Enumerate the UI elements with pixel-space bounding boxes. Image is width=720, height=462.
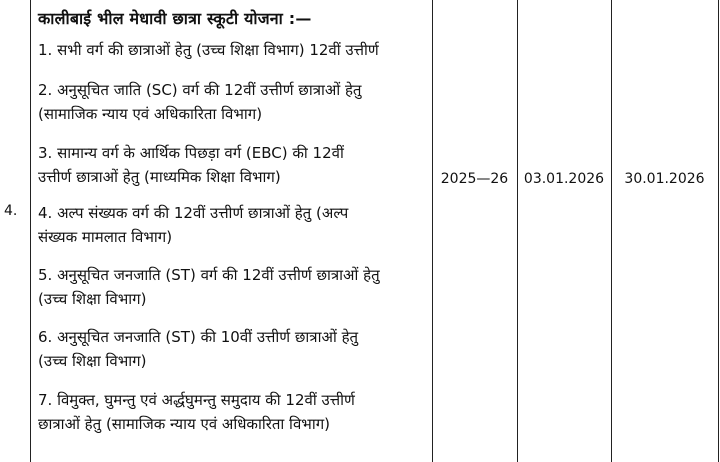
end-date: 30.01.2026 — [624, 171, 705, 187]
start-date: 03.01.2026 — [523, 171, 605, 187]
column-divider — [611, 0, 612, 462]
column-divider — [432, 0, 433, 462]
list-item: 6. अनुसूचित जनजाति (ST) की 10वीं उत्तीर्ण छात्राओं हेतु (उच्च शिक्षा विभाग) — [38, 328, 359, 370]
list-item: 4. अल्प संख्यक वर्ग की 12वीं उत्तीर्ण छात्राओं हेतु (अल्प संख्यक मामलात विभाग) — [38, 204, 349, 246]
column-divider — [30, 0, 31, 462]
scheme-title: कालीबाई भील मेधावी छात्रा स्कूटी योजना :— — [38, 9, 312, 28]
list-item: 3. सामान्य वर्ग के आर्थिक पिछड़ा वर्ग (EBC) की 12वीं उत्तीर्ण छात्राओं हेतु (माध्यमिक शिक्षा विभाग) — [38, 144, 344, 186]
column-divider — [517, 0, 518, 462]
session-year: 2025—26 — [440, 171, 509, 187]
list-item: 7. विमुक्त, घुमन्तु एवं अर्द्धघुमन्तु समुदाय की 12वीं उत्तीर्ण छात्राओं हेतु (सामाजिक न्याय एवं अधिकारिता विभाग) — [38, 391, 355, 433]
serial-number: 4. — [4, 203, 18, 219]
list-item: 2. अनुसूचित जाति (SC) वर्ग की 12वीं उत्तीर्ण छात्राओं हेतु (सामाजिक न्याय एवं अधिकारिता विभाग) — [38, 81, 362, 123]
list-item: 1. सभी वर्ग की छात्राओं हेतु (उच्च शिक्षा विभाग) 12वीं उत्तीर्ण — [38, 41, 379, 59]
list-item: 5. अनुसूचित जनजाति (ST) वर्ग की 12वीं उत्तीर्ण छात्राओं हेतु (उच्च शिक्षा विभाग) — [38, 266, 380, 308]
column-divider — [718, 0, 719, 462]
